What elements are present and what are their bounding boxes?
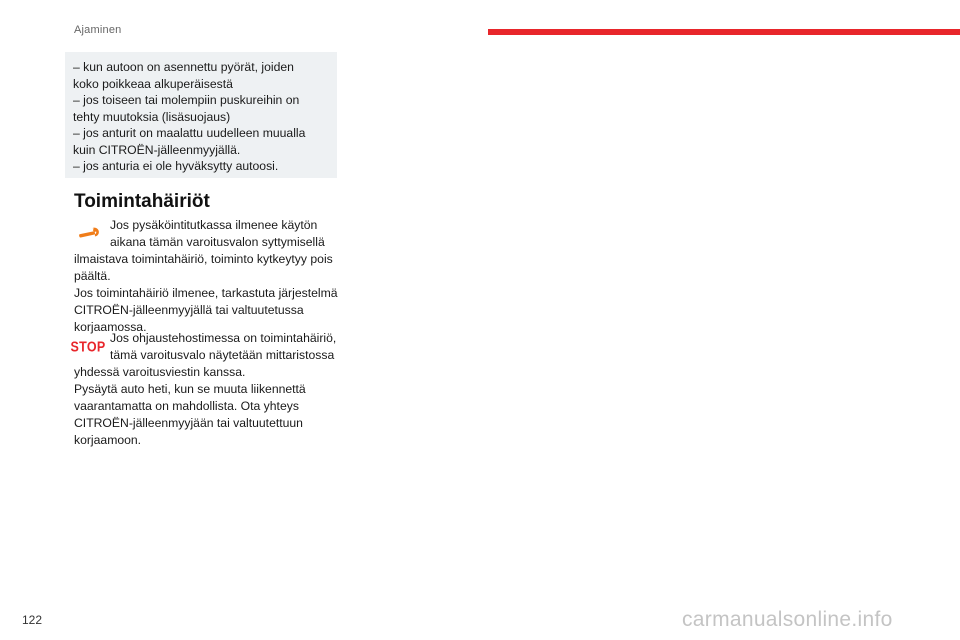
section-label: Ajaminen xyxy=(74,24,122,36)
stop-text-line: Pysäytä auto heti, kun se muuta liikennettä xyxy=(74,382,306,396)
stop-text-line: korjaamoon. xyxy=(74,433,142,447)
stop-text-line: vaarantamatta on mahdollista. Ota yhteys xyxy=(74,399,299,413)
note-line: tehty muutoksia (lisäsuojaus) xyxy=(73,109,231,124)
section-heading: Toimintahäiriöt xyxy=(74,191,210,212)
note-line: koko poikkeaa alkuperäisestä xyxy=(73,76,233,91)
warning-text-line: Jos pysäköintitutkassa ilmenee käytön xyxy=(110,218,318,232)
warning-text-block xyxy=(74,217,349,336)
note-line: – jos anturit on maalattu uudelleen muualla xyxy=(73,126,306,140)
warning-text-line: ilmaistava toimintahäiriö, toiminto kytkeytyy pois xyxy=(74,252,333,266)
stop-text-line: tämä varoitusvalo näytetään mittaristossa xyxy=(110,348,335,362)
note-box xyxy=(65,52,337,178)
stop-text-line: Jos ohjaustehostimessa on toimintahäiriö, xyxy=(110,331,337,345)
stop-text-block xyxy=(74,330,349,449)
warning-text-line: CITROËN-jälleenmyyjällä tai valtuutetussa xyxy=(74,303,304,317)
warning-text-line: aikana tämän varoitusvalon syttymisellä xyxy=(110,235,325,249)
note-line: kuin CITROËN-jälleenmyyjällä. xyxy=(73,142,241,157)
red-accent-bar xyxy=(488,29,960,35)
warning-text-line: päältä. xyxy=(74,269,111,283)
page-number: 122 xyxy=(22,613,43,627)
stop-icon-text: STOP xyxy=(70,338,106,355)
warning-text-line: Jos toimintahäiriö ilmenee, tarkastuta järjestelmä xyxy=(74,286,338,300)
stop-text-line: yhdessä varoitusviestin kanssa. xyxy=(74,365,246,379)
watermark-link[interactable]: carmanualsonline.info xyxy=(682,608,893,631)
note-line: – jos anturia ei ole hyväksytty autoosi. xyxy=(73,159,279,173)
note-line: – kun autoon on asennettu pyörät, joiden xyxy=(73,60,294,74)
stop-text-line: CITROËN-jälleenmyyjään tai valtuutettuun xyxy=(74,416,303,430)
note-line: – jos toiseen tai molempiin puskureihin on xyxy=(73,93,300,107)
warning-text-line: korjaamossa. xyxy=(74,320,147,334)
